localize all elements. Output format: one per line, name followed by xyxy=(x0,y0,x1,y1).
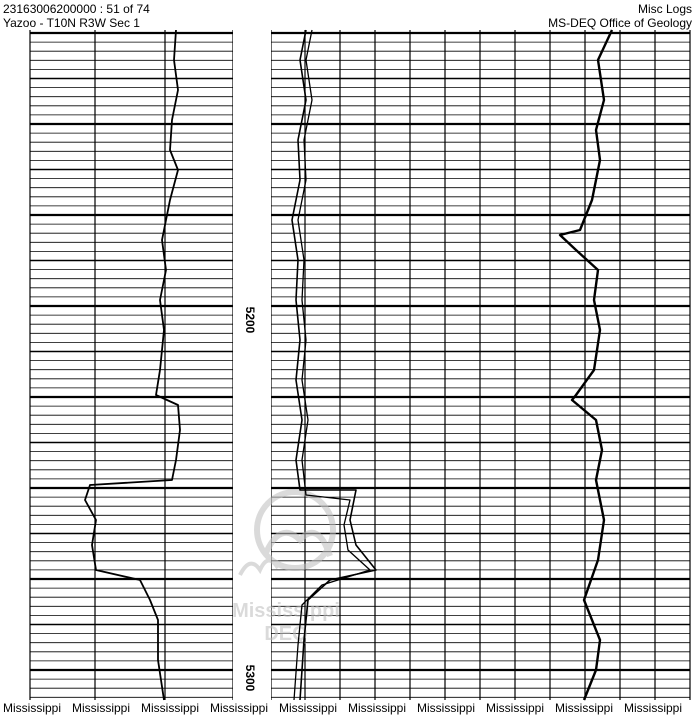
depth-label-5200: 5200 xyxy=(243,306,257,334)
watermark-line1: Mississippi xyxy=(232,600,340,622)
log-grid xyxy=(30,30,690,700)
footer-word: Mississippi xyxy=(486,701,545,715)
watermark-line2: DEQ xyxy=(264,623,308,645)
category-label: Misc Logs xyxy=(637,2,692,16)
footer-word: Mississippi xyxy=(417,701,476,715)
footer-word: Mississippi xyxy=(279,701,338,715)
well-id-label: 23163006200000 : 51 of 74 xyxy=(3,2,150,16)
footer-word: Mississippi xyxy=(141,701,200,715)
conductivity-curve xyxy=(560,30,612,700)
footer-word: Mississippi xyxy=(72,701,131,715)
footer-word: Mississippi xyxy=(555,701,614,715)
footer-word: Mississippi xyxy=(3,701,62,715)
footer-word: Mississippi xyxy=(624,701,683,715)
footer-word: Mississippi xyxy=(348,701,407,715)
log-curves xyxy=(85,30,612,700)
depth-label-5300: 5300 xyxy=(243,664,257,692)
agency-label: MS-DEQ Office of Geology xyxy=(548,16,692,30)
footer-word: Mississippi xyxy=(210,701,269,715)
sp-curve xyxy=(85,30,180,700)
location-label: Yazoo - T10N R3W Sec 1 xyxy=(3,16,140,30)
